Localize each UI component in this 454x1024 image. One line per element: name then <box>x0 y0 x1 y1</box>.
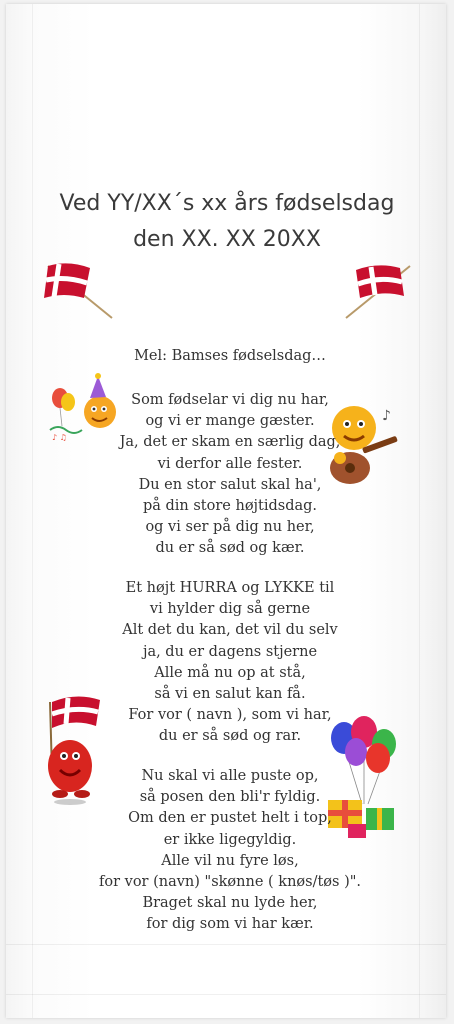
melody-line <box>80 346 380 367</box>
page-title <box>0 186 454 258</box>
verse-3 <box>80 766 380 936</box>
verse-line: Alle må nu op at stå, <box>154 664 306 681</box>
verse-line: er ikke ligegyldig. <box>163 831 297 848</box>
bag-fold-left <box>32 4 33 1018</box>
verse-line: og vi ser på dig nu her, <box>145 519 315 536</box>
danish-flag-icon <box>40 258 120 322</box>
verse-line: For vor ( navn ), som vi har, <box>128 707 332 724</box>
verse-1 <box>80 390 380 560</box>
verse-line: vi derfor alle fester. <box>157 455 303 472</box>
verse-line: så posen den bli'r fyldig. <box>139 789 321 806</box>
title-line-2: den XX. XX 20XX <box>133 227 321 252</box>
verse-line: for dig som vi har kær. <box>146 916 314 933</box>
verse-line: Nu skal vi alle puste op, <box>141 768 319 784</box>
verse-line: Et højt HURRA og LYKKE til <box>125 580 335 596</box>
verse-line: for vor (navn) "skønne ( knøs/tøs )". <box>98 874 362 891</box>
verse-line: Som fødselar vi dig nu har, <box>131 392 329 408</box>
verse-line: ja, du er dagens stjerne <box>142 643 318 660</box>
verse-line: du er så sød og rar. <box>158 728 302 745</box>
verse-line: Alt det du kan, det vil du selv <box>122 622 338 639</box>
verse-line: du er så sød og kær. <box>155 540 305 557</box>
verse-line: Alle vil nu fyre løs, <box>161 852 299 869</box>
verse-2 <box>80 578 380 748</box>
verse-line: og vi er mange gæster. <box>145 413 315 430</box>
svg-text:♪: ♪ <box>382 408 391 424</box>
bag-bottom-fold <box>6 944 446 945</box>
svg-text:♪ ♫: ♪ ♫ <box>52 433 67 442</box>
verse-line: så vi en salut kan få. <box>154 686 306 703</box>
danish-flag-icon <box>338 258 418 322</box>
verse-line: på din store højtidsdag. <box>142 498 318 515</box>
bag-bottom-fold-2 <box>6 994 446 995</box>
verse-line: vi hylder dig så gerne <box>149 601 311 618</box>
verse-line: Braget skal nu lyde her, <box>142 895 318 912</box>
melody-text: Mel: Bamses fødselsdag… <box>134 348 326 364</box>
title-line-1: Ved YY/XX´s xx års fødselsdag <box>59 191 395 216</box>
bag-fold-right <box>419 4 420 1018</box>
verse-line: Du en stor salut skal ha', <box>138 476 322 493</box>
verse-line: Ja, det er skam en særlig dag, <box>119 434 341 451</box>
verse-line: Om den er pustet helt i top, <box>128 810 332 827</box>
